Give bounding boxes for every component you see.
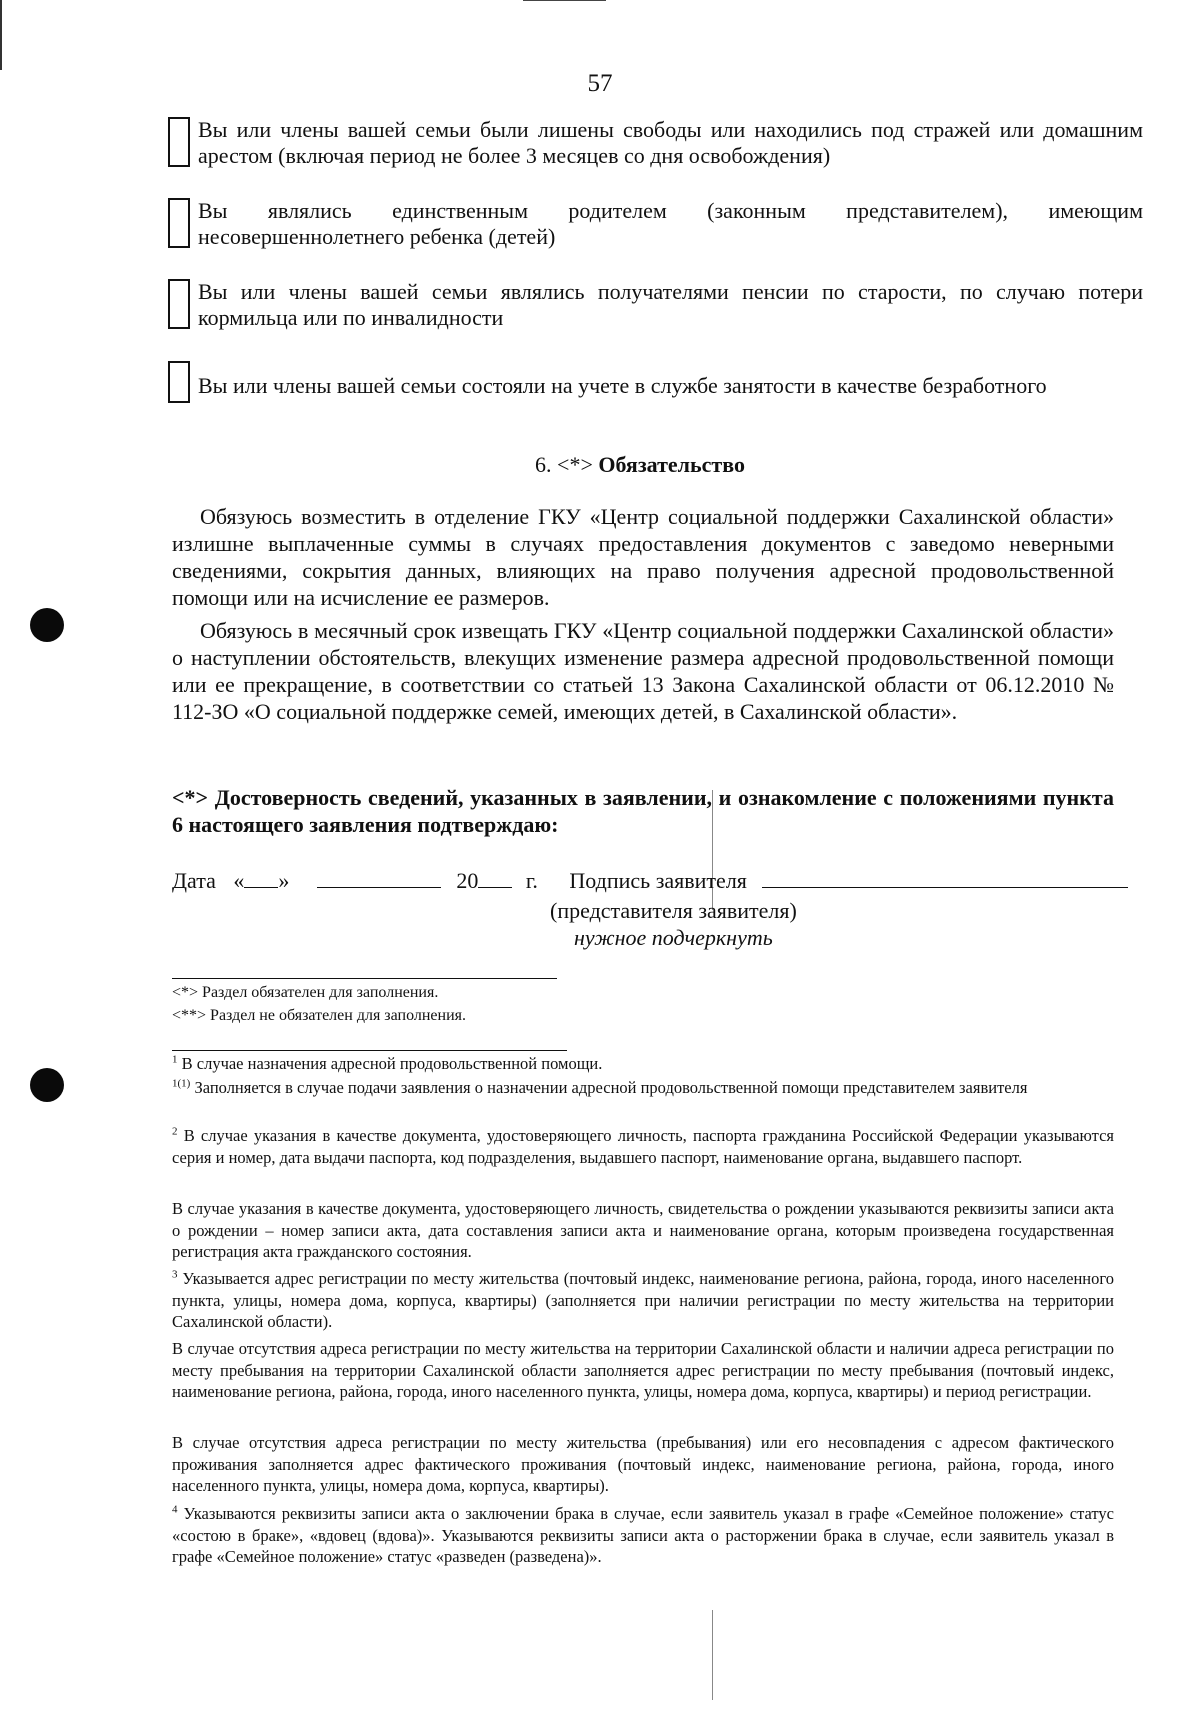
footnote-mark: 2 — [172, 1125, 178, 1138]
signature-row — [172, 867, 1128, 894]
legend-optional: <**> Раздел не обязателен для заполнения. — [172, 1007, 466, 1024]
footnote — [172, 1432, 1114, 1497]
section-heading: Обязательство — [598, 452, 745, 477]
scan-top-mark — [523, 0, 606, 1]
footnote — [172, 1503, 1114, 1568]
year-suffix: г. — [525, 868, 538, 893]
footnote-rule — [172, 1050, 567, 1051]
checkbox-row — [168, 361, 1143, 403]
footnote-mark: 1 — [172, 1053, 178, 1066]
checkbox-label: Вы или члены вашей семьи были лишены свободы или находились под стражей или домашним арестом (включая период не более 3 месяцев со дня освобождения) — [198, 117, 1143, 168]
checkbox-label: Вы или члены вашей семьи состояли на учете в службе занятости в качестве безработного — [198, 373, 1047, 398]
confirmation-statement: <*> Достоверность сведений, указанных в заявлении, и ознакомление с положениями пункта 6 настоящего заявления подтверждаю: — [172, 785, 1114, 837]
footnote-text: В случае указания в качестве документа, удостоверяющего личность, свидетельства о рождении указываются реквизиты записи акта о рождении – номер записи акта, дата составления записи акта и наименование органа, которым произведена государственная регистрация акта гражданского состояния. — [172, 1199, 1114, 1261]
signature-field[interactable] — [762, 867, 1128, 888]
section-number: 6. <*> — [535, 452, 593, 477]
quote-open: « — [233, 868, 245, 893]
checkbox-detention[interactable] — [168, 117, 190, 167]
footnote — [172, 1198, 1114, 1263]
footnote — [172, 1053, 1114, 1075]
underline-note: нужное подчеркнуть — [574, 925, 773, 950]
footnote-text: Указываются реквизиты записи акта о заключении брака в случае, если заявитель указал в графе «Семейное положение» статус «состою в браке», «вдовец (вдова)». Указываются реквизиты записи акта о расторжении брака в случае, если заявитель указал в графе «Семейное положение» статус «разведен (разведена)». — [172, 1504, 1114, 1566]
section-title — [0, 452, 1200, 478]
scan-edge-mark — [0, 0, 2, 70]
checkbox-label: Вы или члены вашей семьи являлись получателями пенсии по старости, по случаю потери кормильца или по инвалидности — [198, 279, 1143, 330]
signature-label: Подпись заявителя — [569, 868, 747, 893]
footnote — [172, 1338, 1114, 1403]
date-label: Дата — [172, 868, 216, 893]
checkbox-row — [168, 198, 1143, 250]
day-field[interactable] — [244, 867, 278, 888]
footnote-mark: 1(1) — [172, 1077, 191, 1090]
month-field[interactable] — [317, 867, 441, 888]
legend-required: <*> Раздел обязателен для заполнения. — [172, 984, 439, 1001]
footnote-text: В случае отсутствия адреса регистрации по месту жительства на территории Сахалинской области и наличии адреса регистрации по месту пребывания на территории Сахалинской области заполняется адрес регистрации по месту пребывания (почтовый индекс, наименование региона, района, города, иного населенного пункта, улицы, номера дома, корпуса, квартиры) и период регистрации. — [172, 1339, 1114, 1401]
footnote — [172, 1077, 1114, 1099]
footnote-text: Указывается адрес регистрации по месту жительства (почтовый индекс, наименование региона, района, города, иного населенного пункта, улицы, номера дома, корпуса, квартиры) (заполняется при наличии регистрации по месту жительства на территории Сахалинской области). — [172, 1269, 1114, 1331]
punch-hole — [30, 1068, 64, 1102]
checkbox-row — [168, 117, 1143, 169]
checkbox-unemployed[interactable] — [168, 361, 190, 403]
checkbox-pension[interactable] — [168, 279, 190, 329]
checkbox-row — [168, 279, 1143, 331]
page-number: 57 — [587, 70, 613, 97]
footnote-mark: 3 — [172, 1268, 178, 1281]
legend-rule — [172, 978, 557, 979]
footnote — [172, 1125, 1114, 1168]
footnote-text: Заполняется в случае подачи заявления о назначении адресной продовольственной помощи представителем заявителя — [190, 1078, 1028, 1097]
obligation-paragraph: Обязуюсь возместить в отделение ГКУ «Центр социальной поддержки Сахалинской области» излишне выплаченные суммы в случаях предоставления документов с заведомо неверными сведениями, сокрытия данных, влияющих на право получения адресной продовольственной помощи или на исчисление ее размеров. — [172, 504, 1114, 610]
scan-line — [712, 1610, 713, 1700]
checkbox-single-parent[interactable] — [168, 198, 190, 248]
footnote-mark: 4 — [172, 1503, 178, 1516]
footnote-text: В случае назначения адресной продовольственной помощи. — [177, 1054, 603, 1073]
checkbox-label: Вы являлись единственным родителем (законным представителем), имеющим несовершеннолетнего ребенка (детей) — [198, 198, 1143, 249]
footnote-text: В случае отсутствия адреса регистрации по месту жительства (пребывания) или его несовпадения с адресом фактического проживания заполняется адрес фактического проживания (почтовый индекс, наименование региона, района, города, иного населенного пункта, улицы, номера дома, корпуса, квартиры). — [172, 1433, 1114, 1495]
quote-close: » — [278, 868, 290, 893]
obligation-paragraph: Обязуюсь в месячный срок извещать ГКУ «Центр социальной поддержки Сахалинской области» о наступлении обстоятельств, влекущих изменение размера адресной продовольственной помощи или ее прекращение, в соответствии со статьей 13 Закона Сахалинской области от 06.12.2010 № 112-ЗО «О социальной поддержке семей, имеющих детей, в Сахалинской области». — [172, 618, 1114, 724]
representative-label: (представителя заявителя) — [550, 898, 797, 923]
punch-hole — [30, 608, 64, 642]
footnote — [172, 1268, 1114, 1333]
footnote-text: В случае указания в качестве документа, удостоверяющего личность, паспорта гражданина Российской Федерации указываются серия и номер, дата выдачи паспорта, код подразделения, выдавшего паспорт, наименование органа, выдавшего паспорт. — [172, 1126, 1114, 1167]
year-field[interactable] — [478, 867, 512, 888]
year-prefix: 20 — [456, 868, 479, 893]
